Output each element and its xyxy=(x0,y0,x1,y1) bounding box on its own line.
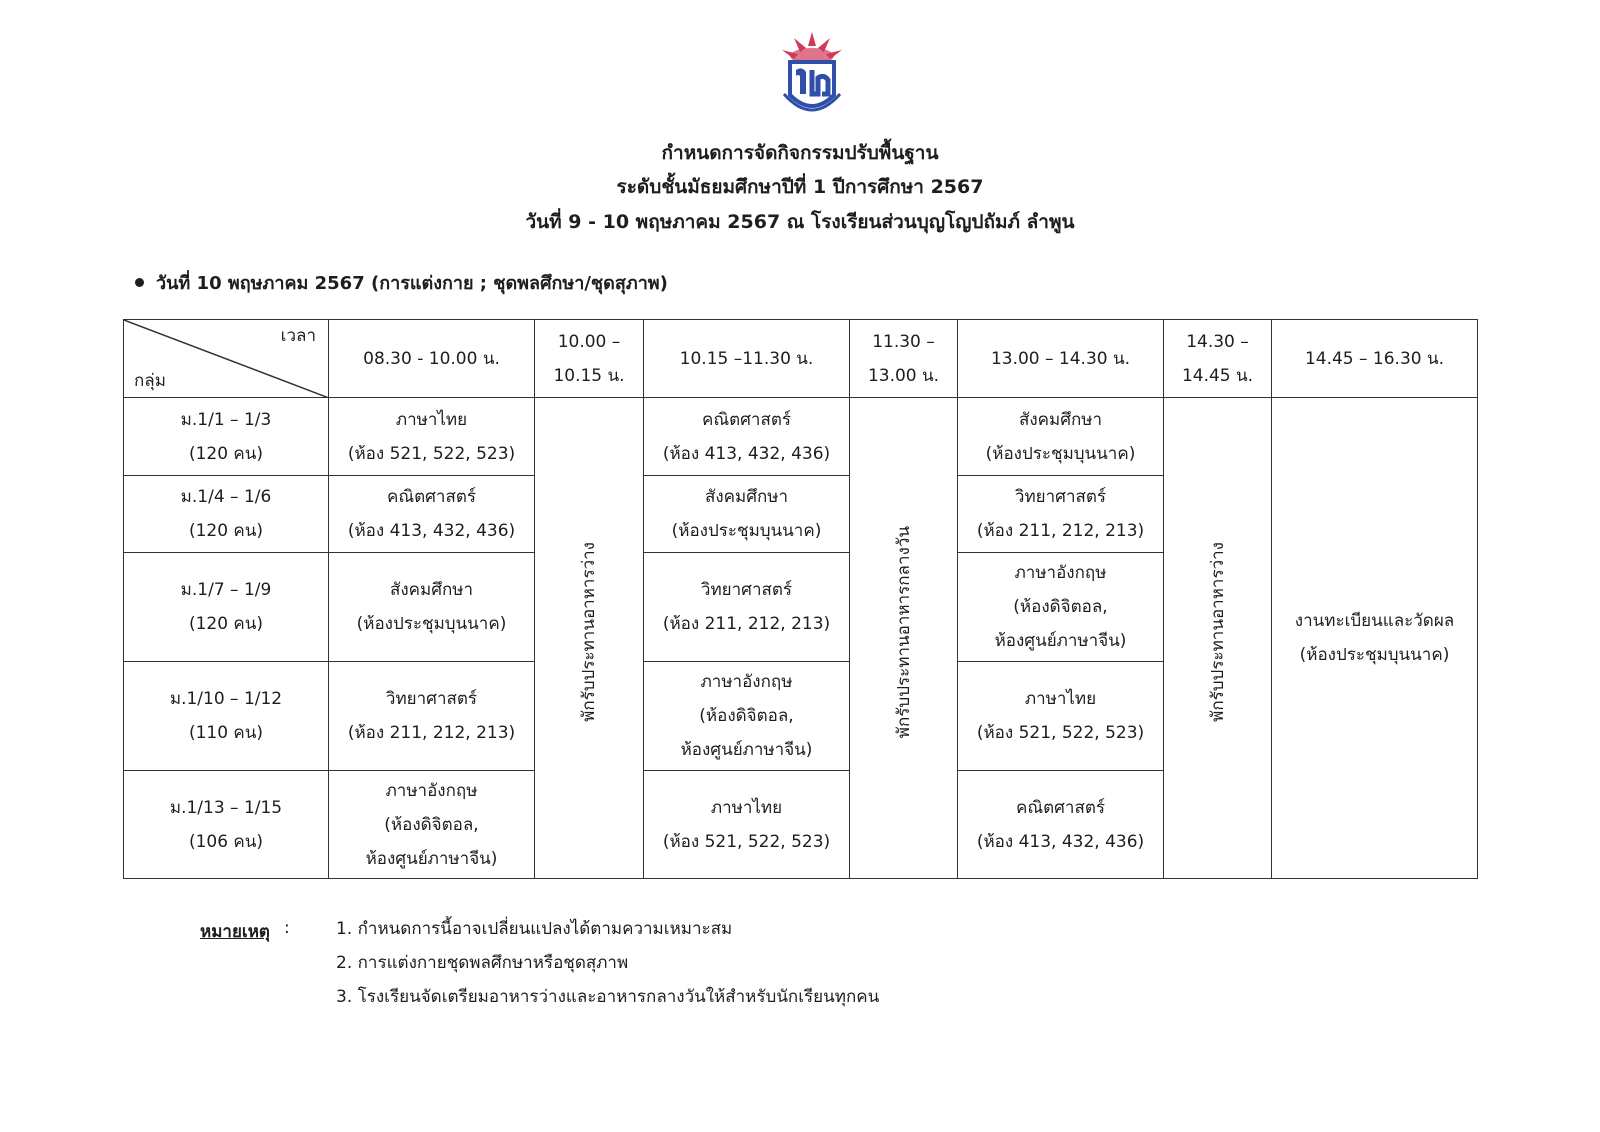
group-count: (120 คน) xyxy=(188,443,264,464)
school-logo xyxy=(776,30,848,122)
document-title-line-2: ระดับชั้นมัธยมศึกษาปีที่ 1 ปีการศึกษา 2567 xyxy=(616,176,984,198)
group-name: ม.1/13 – 1/15 xyxy=(169,797,283,818)
table-header-row xyxy=(124,320,1478,398)
subject-room: (ห้องดิจิตอล, xyxy=(1013,597,1108,617)
subject-room: (ห้อง 413, 432, 436) xyxy=(347,521,516,541)
corner-cell xyxy=(124,320,329,398)
note-item: 3. โรงเรียนจัดเตรียมอาหารว่างและอาหารกลางวันให้สำหรับนักเรียนทุกคน xyxy=(336,987,880,1007)
subject-cell xyxy=(644,553,850,662)
header-break-1-start: 10.00 – xyxy=(557,331,621,352)
subject-room-extra: ห้องศูนย์ภาษาจีน) xyxy=(680,740,813,760)
subject-room-extra: ห้องศูนย์ภาษาจีน) xyxy=(994,631,1127,651)
subject-name: วิทยาศาสตร์ xyxy=(1014,487,1107,507)
group-cell xyxy=(124,553,329,662)
break-lunch-cell xyxy=(850,398,958,879)
group-count: (120 คน) xyxy=(188,521,264,541)
subject-name: ภาษาอังกฤษ xyxy=(1014,563,1107,583)
subject-name: คณิตศาสตร์ xyxy=(386,487,477,507)
subject-room: (ห้อง 413, 432, 436) xyxy=(662,443,831,464)
subject-name: สังคมศึกษา xyxy=(704,487,789,507)
group-cell xyxy=(124,398,329,476)
header-break-2-start: 14.30 – xyxy=(1186,331,1249,352)
subject-cell xyxy=(958,662,1164,771)
subject-name: ภาษาอังกฤษ xyxy=(385,780,478,801)
header-lunch-start: 11.30 – xyxy=(872,331,935,352)
header-period-1: 08.30 - 10.00 น. xyxy=(329,320,535,398)
subject-name: ภาษาไทย xyxy=(395,409,468,430)
document-title-line-1: กำหนดการจัดกิจกรรมปรับพื้นฐาน xyxy=(661,142,939,164)
header-break-1-end: 10.15 น. xyxy=(553,365,625,386)
bullet-icon xyxy=(135,278,144,287)
header-break-1 xyxy=(535,320,644,398)
subject-name: สังคมศึกษา xyxy=(389,580,474,600)
subject-name: ภาษาไทย xyxy=(1024,689,1097,709)
subject-room: (ห้องดิจิตอล, xyxy=(384,814,479,835)
subject-cell xyxy=(329,662,535,771)
subject-name: ภาษาอังกฤษ xyxy=(700,672,793,692)
subject-cell xyxy=(644,398,850,476)
subject-cell xyxy=(329,398,535,476)
day-heading xyxy=(135,268,668,297)
registration-room: (ห้องประชุมบุนนาค) xyxy=(1299,645,1450,665)
subject-cell xyxy=(644,476,850,553)
table-row xyxy=(124,398,1478,476)
group-cell xyxy=(124,476,329,553)
break-lunch-label: พักรับประทานอาหารกลางวัน xyxy=(893,525,914,739)
subject-cell xyxy=(329,476,535,553)
subject-room: (ห้อง 413, 432, 436) xyxy=(976,831,1145,852)
corner-group-label: กลุ่ม xyxy=(134,371,166,391)
subject-room: (ห้องประชุมบุนนาค) xyxy=(671,521,822,541)
subject-name: สังคมศึกษา xyxy=(1018,409,1103,430)
group-name: ม.1/4 – 1/6 xyxy=(180,487,272,507)
break-afternoon-cell xyxy=(1164,398,1272,879)
registration-name: งานทะเบียนและวัดผล xyxy=(1294,611,1455,631)
subject-room: (ห้อง 521, 522, 523) xyxy=(662,831,831,852)
notes-colon: : xyxy=(284,918,290,938)
day-heading-text: วันที่ 10 พฤษภาคม 2567 (การแต่งกาย ; ชุดพลศึกษา/ชุดสุภาพ) xyxy=(156,273,668,294)
subject-room: (ห้อง 211, 212, 213) xyxy=(976,521,1145,541)
subject-cell xyxy=(958,771,1164,879)
break-morning-cell xyxy=(535,398,644,879)
group-count: (110 คน) xyxy=(188,723,264,743)
group-name: ม.1/1 – 1/3 xyxy=(180,409,272,430)
break-afternoon-label: พักรับประทานอาหารว่าง xyxy=(1207,542,1228,722)
group-cell xyxy=(124,771,329,879)
header-break-2 xyxy=(1164,320,1272,398)
subject-room: (ห้องประชุมบุนนาค) xyxy=(985,443,1136,464)
subject-cell xyxy=(329,771,535,879)
note-item: 1. กำหนดการนี้อาจเปลี่ยนแปลงได้ตามความเหมาะสม xyxy=(336,919,733,939)
subject-room: (ห้อง 521, 522, 523) xyxy=(976,723,1145,743)
schedule-table xyxy=(123,319,1478,879)
notes-label: หมายเหตุ xyxy=(200,922,270,942)
header-lunch-end: 13.00 น. xyxy=(867,365,940,386)
header-period-2: 10.15 –11.30 น. xyxy=(644,320,850,398)
header-lunch xyxy=(850,320,958,398)
subject-room-extra: ห้องศูนย์ภาษาจีน) xyxy=(365,848,498,869)
subject-room: (ห้อง 211, 212, 213) xyxy=(347,723,516,743)
document-title-line-3: วันที่ 9 - 10 พฤษภาคม 2567 ณ โรงเรียนส่วนบุญโญปถัมภ์ ลำพูน xyxy=(525,211,1075,233)
subject-name: วิทยาศาสตร์ xyxy=(700,580,793,600)
notes-list xyxy=(336,918,879,1020)
registration-cell xyxy=(1272,398,1478,879)
subject-name: คณิตศาสตร์ xyxy=(701,409,792,430)
group-name: ม.1/7 – 1/9 xyxy=(180,580,272,600)
corner-time-label: เวลา xyxy=(280,326,316,346)
group-count: (120 คน) xyxy=(188,614,264,634)
header-period-4: 14.45 – 16.30 น. xyxy=(1272,320,1478,398)
note-item: 2. การแต่งกายชุดพลศึกษาหรือชุดสุภาพ xyxy=(336,953,629,973)
subject-cell xyxy=(329,553,535,662)
subject-room: (ห้องดิจิตอล, xyxy=(699,706,794,726)
subject-room: (ห้อง 211, 212, 213) xyxy=(662,614,831,634)
subject-room: (ห้อง 521, 522, 523) xyxy=(347,443,516,464)
subject-cell xyxy=(958,476,1164,553)
subject-cell xyxy=(958,398,1164,476)
group-count: (106 คน) xyxy=(188,831,264,852)
subject-cell xyxy=(644,771,850,879)
header-period-3: 13.00 – 14.30 น. xyxy=(958,320,1164,398)
header-break-2-end: 14.45 น. xyxy=(1181,365,1254,386)
subject-name: วิทยาศาสตร์ xyxy=(385,689,478,709)
subject-name: คณิตศาสตร์ xyxy=(1015,797,1106,818)
subject-cell xyxy=(644,662,850,771)
subject-room: (ห้องประชุมบุนนาค) xyxy=(356,614,507,634)
group-cell xyxy=(124,662,329,771)
subject-name: ภาษาไทย xyxy=(710,797,783,818)
break-morning-label: พักรับประทานอาหารว่าง xyxy=(579,542,599,722)
subject-cell xyxy=(958,553,1164,662)
group-name: ม.1/10 – 1/12 xyxy=(169,689,283,709)
